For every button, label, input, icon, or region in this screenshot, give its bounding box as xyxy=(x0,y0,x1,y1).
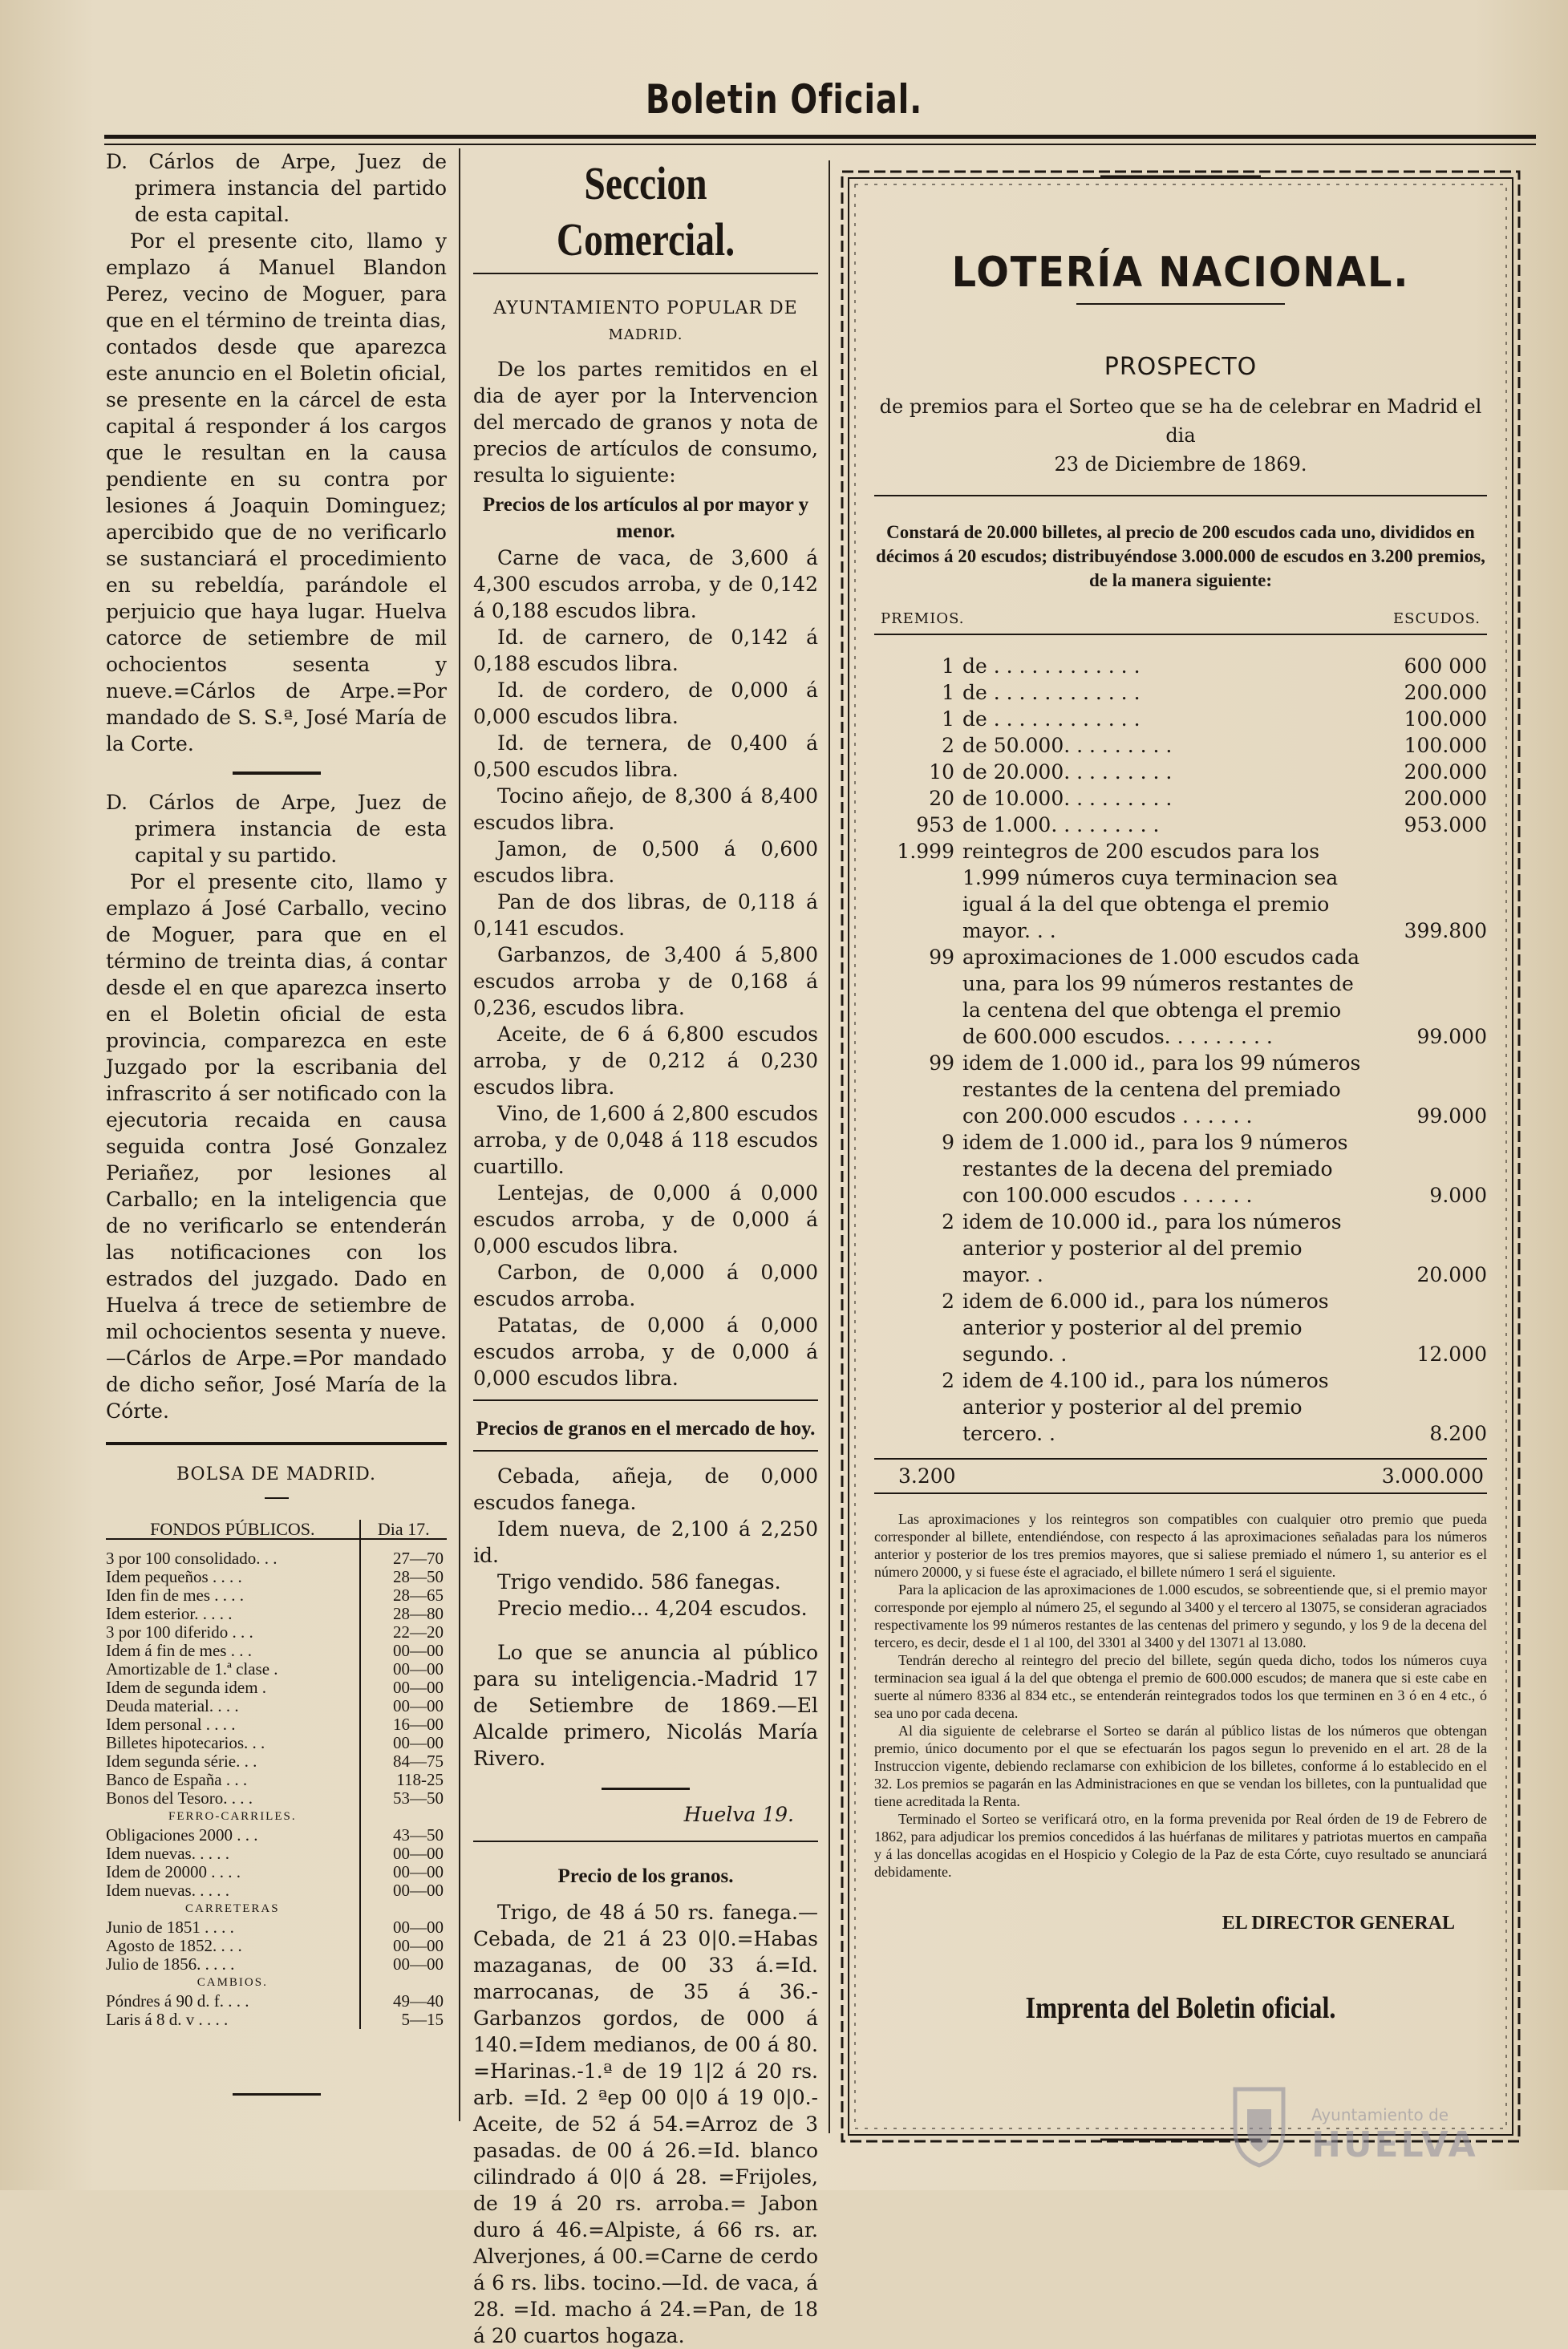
bolsa-row xyxy=(106,1863,447,1881)
divider xyxy=(473,1841,818,1842)
divider xyxy=(233,2093,321,2096)
bolsa-row xyxy=(106,1549,447,1568)
premio-value: 20.000 xyxy=(1416,1263,1487,1286)
premio-count: 9 xyxy=(942,1131,954,1154)
bolsa-row xyxy=(106,2011,447,2029)
granos-items xyxy=(473,1463,818,1622)
premio-row xyxy=(874,785,1487,812)
premio-count: 2 xyxy=(942,1210,954,1233)
bolsa-label: Junio de 1851 . . . . xyxy=(106,1918,234,1937)
price-item: Carne de vaca, de 3,600 á 4,300 escudos arroba, y de 0,142 á 0,188 escudos libra. xyxy=(473,546,818,622)
divider xyxy=(602,1788,690,1790)
bolsa-value: 118-25 xyxy=(360,1771,447,1789)
divider xyxy=(473,1399,818,1401)
bolsa-label: Bonos del Tesoro. . . . xyxy=(106,1788,253,1808)
bolsa-row xyxy=(106,1642,447,1660)
loteria-note: Al dia siguiente de celebrarse el Sorteo se darán al público listas de los números que obtengan premio, único documento por el que se efectuarán los pagos segun lo prevenido en el art. 28 de la Instruccion vigente, debiendo reclamarse con exhibicion de los billetes, conforme á lo establecido en el 32. Los premios se pagarán en las Administraciones en que se vendan los billetes, con la puntualidad que tiene acreditada la Renta. xyxy=(874,1723,1487,1809)
masthead-rule xyxy=(104,135,1536,145)
loteria-note: Las aproximaciones y los reintegros son compatibles con cualquier otro premio que pueda corresponder al billete, entendiéndose, con respecto á las aproximaciones señaladas para los números anterior y posterior de los tres premios mayores, que si saliese premiado el número 1, su anterior es el número 20000, y si fuese éste el agraciado, el billete número 1 será el siguiente. xyxy=(874,1511,1487,1580)
bolsa-row xyxy=(106,1679,447,1697)
price-item: Vino, de 1,600 á 2,800 escudos arroba, y de 0,048 á 118 escudos cuartillo. xyxy=(473,1102,818,1178)
imprenta-footer: Imprenta del Boletin oficial. xyxy=(1025,1991,1336,2025)
premios-total xyxy=(874,1464,1487,1488)
premio-desc: de 20.000. . . . . . . . . xyxy=(962,760,1173,784)
bolsa-label: Idem de 20000 . . . . xyxy=(106,1862,241,1881)
director-signature: EL DIRECTOR GENERAL xyxy=(1222,1913,1455,1934)
price-item: Id. de ternera, de 0,400 á 0,500 escudos libra. xyxy=(473,731,818,781)
premio-count: 1 xyxy=(942,654,954,678)
bolsa-value: 00—00 xyxy=(360,1679,447,1697)
bolsa-subheading: FERRO-CARRILES. xyxy=(168,1810,297,1823)
premio-row xyxy=(874,759,1487,785)
premio-value: 200.000 xyxy=(1404,787,1487,810)
divider xyxy=(473,1450,818,1452)
bolsa-row xyxy=(106,1605,447,1623)
bolsa-row xyxy=(106,1697,447,1715)
bolsa-value: 00—00 xyxy=(360,1660,447,1679)
bolsa-row xyxy=(106,1918,447,1937)
premio-desc: aproximaciones de 1.000 escudos cada una, para los 99 números restantes de la centena del que obtenga el premio de 600.000 escudos. . . . . . . . . xyxy=(962,946,1359,1048)
loteria-title: LOTERÍA NACIONAL. xyxy=(951,249,1410,297)
premio-count: 10 xyxy=(929,760,954,784)
premio-row xyxy=(874,838,1487,944)
bolsa-value: 00—00 xyxy=(360,1845,447,1863)
bolsa-row xyxy=(106,1715,447,1734)
bolsa-row xyxy=(106,1992,447,2011)
total-premios: 3.200 xyxy=(898,1464,956,1488)
premio-value: 200.000 xyxy=(1404,760,1487,784)
bolsa-label: Idem segunda série. . . xyxy=(106,1752,257,1771)
bolsa-label: Idem personal . . . . xyxy=(106,1715,236,1734)
premio-desc: idem de 6.000 id., para los números anterior y posterior al del premio segundo. . xyxy=(962,1290,1329,1366)
price-items xyxy=(473,545,818,1391)
ayuntamiento-title: AYUNTAMIENTO POPULAR DE xyxy=(493,298,798,318)
premio-desc: de 1.000. . . . . . . . . xyxy=(962,813,1160,836)
huelva-date: Huelva 19. xyxy=(683,1803,794,1826)
premio-value: 8.200 xyxy=(1429,1422,1487,1445)
divider xyxy=(265,1497,289,1499)
premio-row xyxy=(874,1129,1487,1209)
price-item: Id. de cordero, de 0,000 á 0,000 escudos libra. xyxy=(473,678,818,728)
bolsa-label: Banco de España . . . xyxy=(106,1770,248,1789)
bolsa-value: 28—50 xyxy=(360,1568,447,1586)
premio-row xyxy=(874,812,1487,838)
premio-count: 99 xyxy=(929,1051,954,1075)
bolsa-row xyxy=(106,1881,447,1900)
intro-text: De los partes remitidos en el dia de ayer por la Intervencion del mercado de granos y nota de precios de artículos de consumo, resulta lo siguiente: xyxy=(473,358,818,487)
granos-item: Idem nueva, de 2,100 á 2,250 id. xyxy=(473,1517,818,1567)
column-rule xyxy=(829,160,830,2133)
prospecto-subtitle: de premios para el Sorteo que se ha de celebrar en Madrid el dia xyxy=(879,395,1482,447)
premio-row xyxy=(874,1050,1487,1129)
column-judicial-notices xyxy=(106,148,447,2096)
premio-count: 20 xyxy=(929,787,954,810)
bolsa-table xyxy=(106,1520,447,2029)
premio-row xyxy=(874,1209,1487,1288)
granos-item: Precio medio... 4,204 escudos. xyxy=(497,1597,808,1620)
bolsa-row xyxy=(106,1789,447,1808)
divider xyxy=(473,273,818,274)
premio-row xyxy=(874,679,1487,706)
premio-desc: idem de 10.000 id., para los números anterior y posterior al del premio mayor. . xyxy=(962,1210,1342,1286)
bolsa-label: Laris á 8 d. v . . . . xyxy=(106,2010,229,2029)
bolsa-value: 00—00 xyxy=(360,1734,447,1752)
bolsa-value: 00—00 xyxy=(360,1642,447,1660)
premio-value: 399.800 xyxy=(1404,919,1487,942)
price-item: Lentejas, de 0,000 á 0,000 escudos arroba, y de 0,000 á 0,000 escudos libra. xyxy=(473,1181,818,1258)
bolsa-label: 3 por 100 diferido . . . xyxy=(106,1622,253,1642)
bolsa-row xyxy=(106,1845,447,1863)
bolsa-label: Póndres á 90 d. f. . . . xyxy=(106,1991,249,2011)
loteria-note: Terminado el Sorteo se verificará otro, en la forma prevenida por Real órden de 19 de Febrero de 1862, para adjudicar los premios concedidos á las huérfanas de militares y patriotas muertos en campaña y á las doncellas acogidas en el Hospicio y Colegio de la Paz de esta Córte, cuyo resultado se anunciará debidamente. xyxy=(874,1811,1487,1880)
price-item: Id. de carnero, de 0,142 á 0,188 escudos libra. xyxy=(473,626,818,675)
premio-desc: idem de 1.000 id., para los 9 números restantes de la decena del premiado con 100.000 escudos . . . . . . xyxy=(962,1131,1348,1207)
granos-heading: Precios de granos en el mercado de hoy. xyxy=(476,1418,816,1440)
premio-row xyxy=(874,1367,1487,1447)
premio-value: 9.000 xyxy=(1429,1184,1487,1207)
price-item: Carbon, de 0,000 á 0,000 escudos arroba. xyxy=(473,1261,818,1310)
prospecto-date: 23 de Diciembre de 1869. xyxy=(1054,453,1307,476)
total-escudos: 3.000.000 xyxy=(1381,1464,1484,1488)
notice-2-body: Por el presente cito, llamo y emplazo á José Carballo, vecino de Moguer, para que en el término de treinta dias, á contar desde el en que aparezca inserto en el Boletin oficial de esta provincia, comparezca en este Juzgado por la escribania del infrascrito á ser notificado con la ejecutoria recaida en causa seguida contra José Gonzalez Periañez, por lesiones al Carballo; en la inteligencia que de no verificarlo se entenderán las notificaciones con los estrados del juzgado. Dado en Huelva á trece de setiembre de mil ochocientos sesenta y nueve.—Cárlos de Arpe.=Por mandado de dicho señor, José María de la Córte. xyxy=(106,870,447,1423)
constara-text: Constará de 20.000 billetes, al precio de 200 escudos cada uno, divididos en décimos á 20 escudos; distribuyéndose 3.000.000 de escudos en 3.200 premios, de la manera siguiente: xyxy=(876,522,1485,590)
loteria-note: Para la aplicacion de las aproximaciones de 1.000 escudos, se sobreentiende que, si el premio mayor corresponde por ejemplo al número 25, el segundo al 3400 y el tercero al 13075, se consideran agraciados respectivamente los 99 números restantes de las centenas del primero y segundo, y los 9 de la decena del tercero, es decir, desde el 1 al 100, del 3301 al 3400 y del 13071 al 13.080. xyxy=(874,1582,1487,1650)
column-seccion-comercial xyxy=(473,157,818,2349)
premio-value: 99.000 xyxy=(1416,1104,1487,1128)
premio-desc: de . . . . . . . . . . . . xyxy=(962,681,1141,704)
loteria-box xyxy=(836,160,1525,2149)
bolsa-value: 00—00 xyxy=(360,1697,447,1715)
bolsa-label: Amortizable de 1.ª clase . xyxy=(106,1659,278,1679)
premio-value: 100.000 xyxy=(1404,707,1487,731)
bolsa-value: 00—00 xyxy=(360,1863,447,1881)
loteria-content xyxy=(874,233,1487,2026)
bolsa-value: 5—15 xyxy=(360,2011,447,2029)
divider xyxy=(106,1442,447,1445)
premio-count: 1 xyxy=(942,681,954,704)
premio-value: 99.000 xyxy=(1416,1025,1487,1048)
bolsa-row xyxy=(106,1734,447,1752)
premio-count: 1 xyxy=(942,707,954,731)
section-title: Seccion Comercial. xyxy=(556,157,735,265)
ayuntamiento-city: MADRID. xyxy=(608,326,683,343)
bolsa-row xyxy=(106,1771,447,1789)
prospecto-title: PROSPECTO xyxy=(1104,353,1258,381)
precio-granos-heading: Precio de los granos. xyxy=(557,1865,734,1887)
premio-count: 2 xyxy=(942,734,954,757)
bolsa-label: Obligaciones 2000 . . . xyxy=(106,1825,258,1845)
bolsa-rows xyxy=(106,1549,447,2029)
bolsa-label: Billetes hipotecarios. . . xyxy=(106,1733,265,1752)
premio-value: 12.000 xyxy=(1416,1343,1487,1366)
premio-value: 200.000 xyxy=(1404,681,1487,704)
bolsa-row xyxy=(106,1660,447,1679)
divider xyxy=(874,1458,1487,1460)
premios-header xyxy=(874,610,1487,627)
bolsa-label: Idem á fin de mes . . . xyxy=(106,1641,252,1660)
price-item: Pan de dos libras, de 0,118 á 0,141 escudos. xyxy=(473,890,818,940)
ornament-rule xyxy=(1076,303,1285,305)
divider xyxy=(874,634,1487,635)
premio-value: 953.000 xyxy=(1404,813,1487,836)
bolsa-label: 3 por 100 consolidado. . . xyxy=(106,1549,278,1568)
col-premios: PREMIOS. xyxy=(881,610,965,627)
bolsa-label: Iden fin de mes . . . . xyxy=(106,1586,245,1605)
closing-text: Lo que se anuncia al público para su inteligencia.-Madrid 17 de Setiembre de 1869.—El Alcalde primero, Nicolás María Rivero. xyxy=(473,1641,818,1770)
premio-value: 600 000 xyxy=(1404,654,1487,678)
watermark-line2: HUELVA xyxy=(1311,2124,1478,2165)
bolsa-label: Idem esterior. . . . . xyxy=(106,1604,233,1623)
premio-desc: reintegros de 200 escudos para los 1.999 números cuya terminacion sea igual á la del que obtenga el premio mayor. . . xyxy=(962,840,1339,942)
premio-desc: idem de 1.000 id., para los 99 números restantes de la centena del premiado con 200.000 escudos . . . . . . xyxy=(962,1051,1361,1128)
premio-row xyxy=(874,732,1487,759)
price-item: Tocino añejo, de 8,300 á 8,400 escudos libra. xyxy=(473,784,818,834)
divider xyxy=(874,1492,1487,1494)
bolsa-label: Idem nuevas. . . . . xyxy=(106,1844,229,1863)
watermark-line1: Ayuntamiento de xyxy=(1311,2105,1449,2124)
bolsa-value: 49—40 xyxy=(360,1992,447,2011)
bolsa-row xyxy=(106,1937,447,1955)
bolsa-value: 28—80 xyxy=(360,1605,447,1623)
column-rule xyxy=(459,148,460,2121)
bolsa-label: Idem de segunda idem . xyxy=(106,1678,267,1697)
bolsa-row xyxy=(106,1752,447,1771)
bolsa-col-header: FONDOS PÚBLICOS. xyxy=(106,1520,360,1539)
premio-desc: de . . . . . . . . . . . . xyxy=(962,654,1141,678)
bolsa-row xyxy=(106,1623,447,1642)
notice-2-heading: D. Cárlos de Arpe, Juez de primera instancia de esta capital y su partido. xyxy=(106,791,447,867)
notice-1-heading: D. Cárlos de Arpe, Juez de primera instancia del partido de esta capital. xyxy=(106,150,447,226)
premio-row xyxy=(874,653,1487,679)
bolsa-value: 53—50 xyxy=(360,1789,447,1808)
premio-desc: idem de 4.100 id., para los números anterior y posterior al del premio tercero. . xyxy=(962,1369,1329,1445)
bolsa-value: 22—20 xyxy=(360,1623,447,1642)
premio-count: 953 xyxy=(916,813,954,836)
premio-row xyxy=(874,1288,1487,1367)
bolsa-value: 28—65 xyxy=(360,1586,447,1605)
premio-count: 1.999 xyxy=(897,840,954,863)
loteria-notes xyxy=(874,1510,1487,1881)
bolsa-row xyxy=(106,1826,447,1845)
bolsa-label: Idem nuevas. . . . . xyxy=(106,1881,229,1900)
premio-count: 2 xyxy=(942,1290,954,1313)
ayuntamiento-watermark xyxy=(1219,2081,1524,2169)
price-item: Aceite, de 6 á 6,800 escudos arroba, y de 0,212 á 0,230 escudos libra. xyxy=(473,1023,818,1099)
bolsa-value: 84—75 xyxy=(360,1752,447,1771)
divider xyxy=(233,772,321,775)
bolsa-label: Idem pequeños . . . . xyxy=(106,1567,242,1586)
granos-item: Cebada, añeja, de 0,000 escudos fanega. xyxy=(473,1464,818,1514)
premio-desc: de 10.000. . . . . . . . . xyxy=(962,787,1173,810)
premio-desc: de . . . . . . . . . . . . xyxy=(962,707,1141,731)
bolsa-value: 00—00 xyxy=(360,1955,447,1974)
notice-1-body: Por el presente cito, llamo y emplazo á Manuel Blandon Perez, vecino de Moguer, para que en el término de treinta dias, contados desde que aparezca este anuncio en el Boletin oficial, se presente en la cárcel de esta capital á responder á los cargos que le resultan en la causa pendiente en su contra por lesiones á Joaquin Dominguez; apercibido que de no verificarlo se sustanciará el procedimiento en su rebeldía, parándole el perjuicio que haya lugar. Huelva catorce de setiembre de mil ochocientos sesenta y nueve.=Cárlos de Arpe.=Por mandado de S. S.ª, José María de la Corte. xyxy=(106,229,447,755)
bolsa-label: Agosto de 1852. . . . xyxy=(106,1936,242,1955)
premios-table xyxy=(874,653,1487,1447)
bolsa-subheading: CARRETERAS xyxy=(185,1902,280,1915)
price-item: Jamon, de 0,500 á 0,600 escudos libra. xyxy=(473,837,818,887)
crest-icon xyxy=(1219,2081,1299,2169)
price-item: Patatas, de 0,000 á 0,000 escudos arroba, y de 0,000 á 0,000 escudos libra. xyxy=(473,1314,818,1390)
premio-row xyxy=(874,944,1487,1050)
granos-item: Trigo vendido. 586 fanegas. xyxy=(497,1570,781,1594)
bolsa-subheading: CAMBIOS. xyxy=(197,1976,268,1989)
premio-value: 100.000 xyxy=(1404,734,1487,757)
premio-count: 2 xyxy=(942,1369,954,1392)
bolsa-row xyxy=(106,1568,447,1586)
loteria-note: Tendrán derecho al reintegro del precio del billete, según queda dicho, todos los números cuya terminacion sea igual á la del que obtenga el premio de 600.000 escudos; de manera que si este cabe en suerte al número 8336 al 834 etc., se entenderán reintegrados todos los que terminen en 3 ó en 4 etc., ó sea uno por cada decena. xyxy=(874,1652,1487,1721)
bolsa-col-date: Dia 17. xyxy=(360,1520,447,1539)
bolsa-row xyxy=(106,1586,447,1605)
bolsa-value: 00—00 xyxy=(360,1918,447,1937)
bolsa-title: BOLSA DE MADRID. xyxy=(176,1464,377,1484)
bolsa-label: Deuda material. . . . xyxy=(106,1696,239,1715)
divider xyxy=(874,495,1487,496)
bolsa-value: 00—00 xyxy=(360,1937,447,1955)
bolsa-value: 00—00 xyxy=(360,1881,447,1900)
premio-row xyxy=(874,706,1487,732)
price-item: Garbanzos, de 3,400 á 5,800 escudos arroba y de 0,168 á 0,236, escudos libra. xyxy=(473,943,818,1019)
premio-desc: de 50.000. . . . . . . . . xyxy=(962,734,1173,757)
premio-count: 99 xyxy=(929,946,954,969)
bolsa-value: 43—50 xyxy=(360,1826,447,1845)
bolsa-value: 16—00 xyxy=(360,1715,447,1734)
precio-granos-body: Trigo, de 48 á 50 rs. fanega.—Cebada, de 21 á 23 0|0.=Habas mazaganas, de 00 33 á.=Id. marrocanas, de 35 á 36.-Garbanzos gordos, de 000 á 140.=Idem medianos, de 00 á 80. =Harinas.-1.ª de 19 1|2 á 20 rs. arb. =Id. 2 ªep 00 0|0 á 19 0|0.-Aceite, de 52 á 54.=Arroz de 3 pasadas. de 00 á 26.=Id. blanco cilindrado á 0|0 á 28. =Frijoles, de 19 á 20 rs. arroba.= Jabon duro á 46.=Alpiste, á 66 rs. ar. Alverjones, á 00.=Carne de cerdo á 6 rs. libs. tocino.—Id. de vaca, á 28. =Id. macho á 24.=Pan, de 18 á 20 cuartos hogaza. xyxy=(473,1901,818,2347)
col-escudos: ESCUDOS. xyxy=(1392,610,1481,627)
masthead-title: Boletin Oficial. xyxy=(645,76,923,123)
bolsa-row xyxy=(106,1955,447,1974)
bolsa-label: Julio de 1856. . . . . xyxy=(106,1954,235,1974)
precios-heading: Precios de los artículos al por mayor y menor. xyxy=(482,494,809,542)
bolsa-value: 27—70 xyxy=(360,1549,447,1568)
